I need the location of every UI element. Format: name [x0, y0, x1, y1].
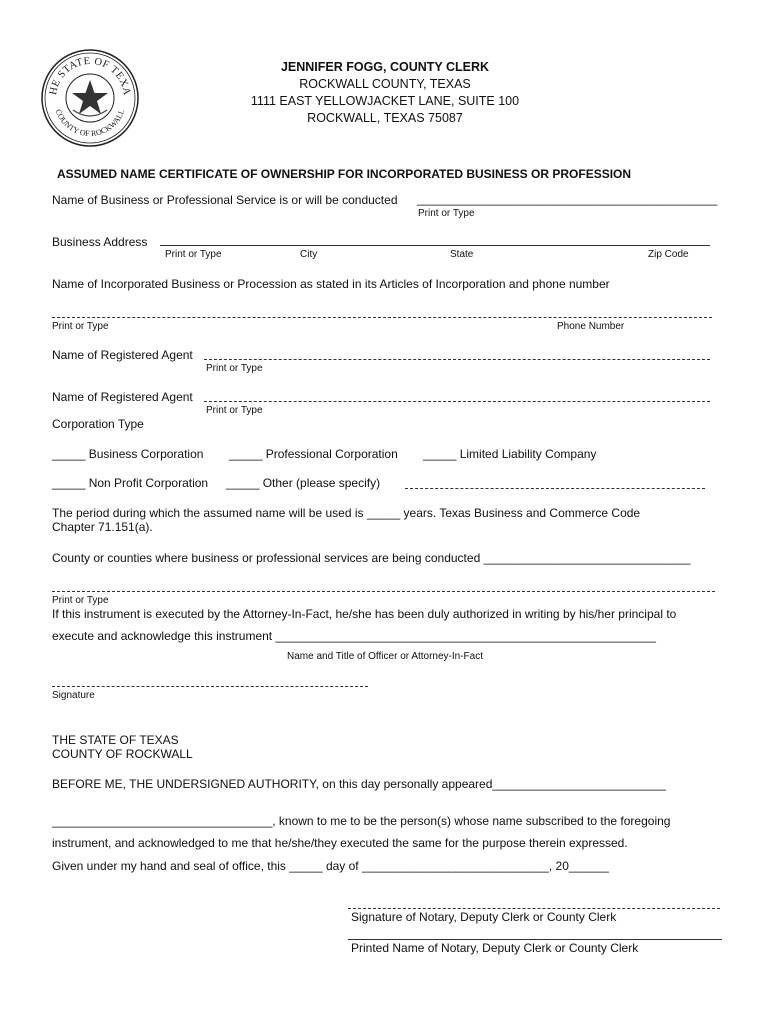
option-llc[interactable]: _____ Limited Liability Company — [423, 447, 597, 461]
business-name-field[interactable]: _____________________________________________ — [417, 192, 718, 206]
address-caption-state: State — [450, 249, 474, 260]
street-address: 1111 EAST YELLOWJACKET LANE, SUITE 100 — [250, 94, 520, 108]
business-name-caption: Print or Type — [418, 208, 475, 219]
counties-field[interactable] — [52, 591, 715, 592]
option-non-profit[interactable]: _____ Non Profit Corporation — [52, 476, 209, 490]
known-line-1: _________________________________, known to me to be the person(s) whose name subscribed to the foregoing — [52, 814, 671, 828]
seal-top-text: HE STATE OF TEXA — [48, 55, 133, 97]
agent2-label: Name of Registered Agent — [52, 390, 193, 404]
seal-graphic — [40, 48, 140, 148]
county-name: ROCKWALL COUNTY, TEXAS — [299, 77, 471, 91]
business-address-field[interactable] — [160, 245, 710, 246]
agent2-field[interactable] — [204, 401, 710, 402]
seal-bottom-text: COUNTY OF ROCKWALL — [53, 107, 127, 139]
counties-caption: Print or Type — [52, 595, 109, 606]
other-specify-field[interactable] — [405, 488, 705, 489]
notary-signature-field[interactable] — [348, 908, 720, 909]
state-line-2: COUNTY OF ROCKWALL — [52, 747, 193, 761]
svg-text:THE STATE OF TEXAS — [40, 48, 132, 96]
corp-type-label: Corporation Type — [52, 417, 144, 431]
agent1-caption: Print or Type — [206, 363, 263, 374]
agent2-caption: Print or Type — [206, 405, 263, 416]
option-professional-corporation[interactable]: _____ Professional Corporation — [229, 447, 398, 461]
city-state-zip: ROCKWALL, TEXAS 75087 — [307, 111, 463, 125]
incorporated-caption-phone: Phone Number — [557, 321, 625, 332]
attorney-caption: Name and Title of Officer or Attorney-In-Fact — [287, 651, 484, 662]
before-me-text: BEFORE ME, THE UNDERSIGNED AUTHORITY, on this day personally appeared__________________________ — [52, 777, 666, 791]
svg-text:COUNTY OF ROCKWALL — [54, 108, 127, 138]
incorporated-name-label: Name of Incorporated Business or Procession as stated in its Articles of Incorporation and phone number — [52, 277, 610, 291]
signature-caption: Signature — [52, 690, 95, 701]
incorporated-name-field[interactable] — [52, 317, 712, 318]
notary-signature-caption: Signature of Notary, Deputy Clerk or County Clerk — [351, 910, 617, 924]
incorporated-caption-print: Print or Type — [52, 321, 109, 332]
county-seal — [40, 48, 140, 148]
agent1-label: Name of Registered Agent — [52, 348, 193, 362]
business-name-label: Name of Business or Professional Service is or will be conducted — [52, 193, 398, 207]
period-line-2: Chapter 71.151(a). — [52, 520, 153, 534]
notary-printed-name-caption: Printed Name of Notary, Deputy Clerk or County Clerk — [351, 941, 639, 955]
period-line-1: The period during which the assumed name will be used is _____ years. Texas Business and Commerce Code — [52, 506, 641, 520]
seal-star-icon — [72, 80, 108, 114]
notary-printed-name-field[interactable] — [348, 939, 722, 940]
signature-field[interactable] — [52, 686, 368, 687]
option-other[interactable]: _____ Other (please specify) — [226, 476, 381, 490]
option-business-corporation[interactable]: _____ Business Corporation — [52, 447, 204, 461]
form-title: ASSUMED NAME CERTIFICATE OF OWNERSHIP FOR INCORPORATED BUSINESS OR PROFESSION — [57, 167, 632, 181]
known-line-3: Given under my hand and seal of office, this _____ day of ____________________________, 20______ — [52, 859, 609, 873]
attorney-line-1: If this instrument is executed by the Attorney-In-Fact, he/she has been duly authorized in writing by his/her principal to — [52, 607, 677, 621]
state-line-1: THE STATE OF TEXAS — [52, 733, 179, 747]
known-line-2: instrument, and acknowledged to me that he/she/they executed the same for the purpose therein expressed. — [52, 836, 628, 850]
address-caption-zip: Zip Code — [648, 249, 689, 260]
address-caption-city: City — [300, 249, 318, 260]
counties-label: County or counties where business or professional services are being conducted _______________________________ — [52, 551, 691, 565]
attorney-line-2[interactable]: execute and acknowledge this instrument _________________________________________________________ — [52, 629, 656, 643]
business-address-label: Business Address — [52, 235, 148, 249]
clerk-name: JENNIFER FOGG, COUNTY CLERK — [280, 60, 490, 74]
address-caption-print: Print or Type — [165, 249, 222, 260]
agent1-field[interactable] — [204, 359, 710, 360]
